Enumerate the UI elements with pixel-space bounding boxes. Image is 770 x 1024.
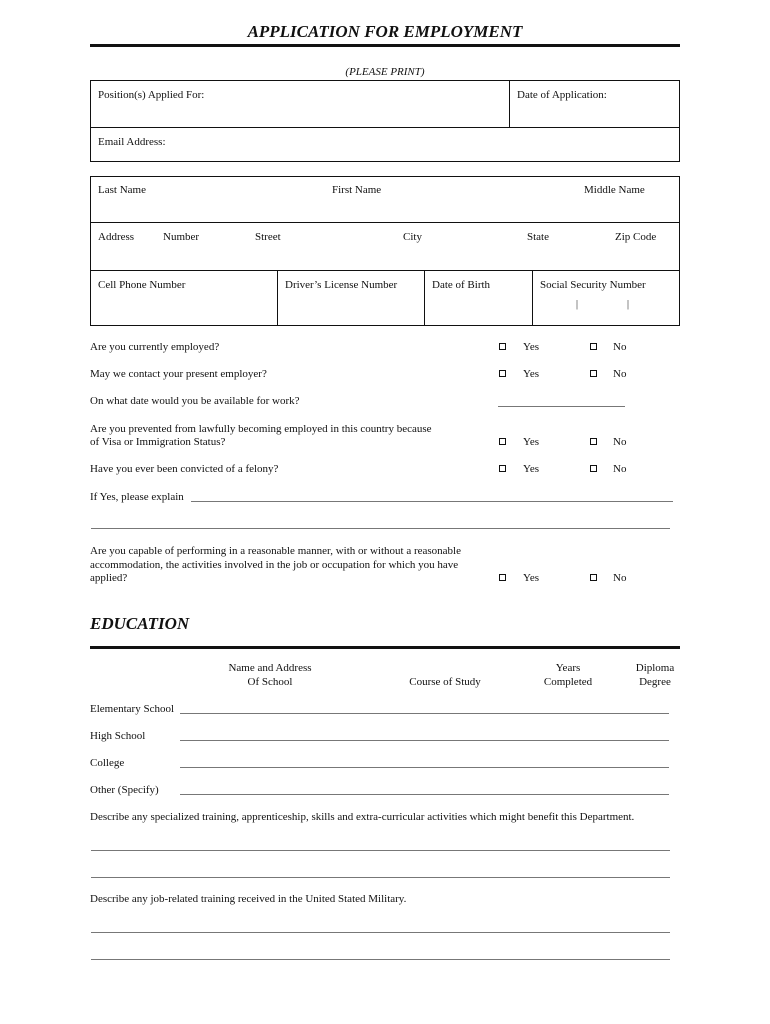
ssn-separator: |	[576, 299, 579, 310]
col-school-name-line2: Of School	[247, 676, 293, 688]
no-label: No	[613, 572, 627, 584]
ssn-field[interactable]	[538, 296, 674, 320]
cell-phone-label: Cell Phone Number	[98, 279, 186, 291]
yes-checkbox[interactable]	[499, 438, 506, 445]
ssn-label: Social Security Number	[540, 279, 646, 291]
col-diploma-line2: Degree	[639, 676, 671, 688]
number-label: Number	[163, 231, 200, 243]
college-field[interactable]	[180, 767, 669, 768]
divider	[90, 270, 680, 271]
elementary-school-field[interactable]	[180, 713, 669, 714]
cell-phone-field[interactable]	[96, 296, 272, 320]
col-course-of-study: Course of Study	[409, 676, 481, 688]
specialized-training-field[interactable]	[91, 850, 670, 851]
drivers-license-label: Driver’s License Number	[285, 279, 398, 291]
question-available-date: On what date would you be available for work?	[90, 395, 300, 407]
other-specify-label: Other (Specify)	[90, 784, 159, 796]
no-label: No	[613, 436, 627, 448]
title-rule	[90, 44, 680, 47]
ssn-separator: |	[627, 299, 630, 310]
no-checkbox[interactable]	[590, 465, 597, 472]
divider	[90, 222, 680, 223]
question-capable-line2: accommodation, the activities involved in the job or occupation for which you have	[90, 559, 459, 571]
question-visa-line1: Are you prevented from lawfully becoming employed in this country because	[90, 423, 432, 435]
col-school-name-line1: Name and Address	[228, 662, 312, 674]
no-checkbox[interactable]	[590, 574, 597, 581]
yes-checkbox[interactable]	[499, 343, 506, 350]
yes-label: Yes	[523, 463, 540, 475]
education-heading: EDUCATION	[90, 614, 190, 633]
col-school-name	[200, 661, 340, 689]
col-years-line1: Years	[555, 662, 581, 674]
col-diploma-degree	[622, 661, 688, 689]
military-training-field[interactable]	[91, 932, 670, 933]
no-label: No	[613, 341, 627, 353]
yes-label: Yes	[523, 436, 540, 448]
no-checkbox[interactable]	[590, 343, 597, 350]
question-contact-employer: May we contact your present employer?	[90, 368, 267, 380]
yes-label: Yes	[523, 572, 540, 584]
divider	[277, 270, 278, 326]
date-of-birth-label: Date of Birth	[432, 279, 491, 291]
page-title: APPLICATION FOR EMPLOYMENT	[247, 22, 523, 41]
address-field[interactable]	[96, 246, 674, 266]
first-name-label: First Name	[332, 184, 382, 196]
elementary-school-label: Elementary School	[90, 703, 175, 715]
question-capable-line1: Are you capable of performing in a reasonable manner, with or without a reasonable	[90, 545, 461, 557]
divider	[424, 270, 425, 326]
divider	[90, 127, 680, 128]
middle-name-label: Middle Name	[584, 184, 645, 196]
specialized-training-field-line2[interactable]	[91, 877, 670, 878]
divider	[532, 270, 533, 326]
yes-checkbox[interactable]	[499, 370, 506, 377]
state-label: State	[527, 231, 549, 243]
high-school-field[interactable]	[180, 740, 669, 741]
col-years-completed	[528, 661, 608, 689]
education-rule	[90, 646, 680, 649]
name-field[interactable]	[96, 198, 674, 218]
question-visa-line2: of Visa or Immigration Status?	[90, 436, 226, 448]
if-yes-explain-label: If Yes, please explain	[90, 491, 184, 503]
high-school-label: High School	[90, 730, 146, 742]
yes-checkbox[interactable]	[499, 574, 506, 581]
date-of-application-field[interactable]	[517, 103, 672, 123]
other-school-field[interactable]	[180, 794, 669, 795]
question-currently-employed: Are you currently employed?	[90, 341, 220, 353]
no-label: No	[613, 368, 627, 380]
drivers-license-field[interactable]	[283, 296, 419, 320]
date-of-birth-field[interactable]	[430, 296, 528, 320]
last-name-label: Last Name	[98, 184, 146, 196]
email-label: Email Address:	[98, 136, 166, 148]
yes-label: Yes	[523, 368, 540, 380]
specialized-training-label: Describe any specialized training, apprenticeship, skills and extra-curricular activities which might benefit this Department.	[90, 811, 635, 823]
college-label: College	[90, 757, 125, 769]
email-field[interactable]	[180, 133, 670, 153]
yes-label: Yes	[523, 341, 540, 353]
positions-field[interactable]	[98, 103, 503, 123]
city-label: City	[403, 231, 422, 243]
question-felony: Have you ever been convicted of a felony?	[90, 463, 279, 475]
col-years-line2: Completed	[543, 676, 593, 688]
zip-code-label: Zip Code	[615, 231, 657, 243]
yes-checkbox[interactable]	[499, 465, 506, 472]
explain-field-line2[interactable]	[91, 528, 670, 529]
positions-label: Position(s) Applied For:	[98, 89, 205, 101]
available-date-field[interactable]	[498, 406, 625, 407]
no-label: No	[613, 463, 627, 475]
col-diploma-line1: Diploma	[635, 662, 675, 674]
date-of-application-label: Date of Application:	[517, 89, 607, 101]
please-print-note: (PLEASE PRINT)	[345, 66, 425, 78]
address-label: Address	[98, 231, 135, 243]
explain-field[interactable]	[191, 501, 673, 502]
question-capable-line3: applied?	[90, 572, 128, 584]
no-checkbox[interactable]	[590, 370, 597, 377]
military-training-field-line2[interactable]	[91, 959, 670, 960]
military-training-label: Describe any job-related training received in the United Stated Military.	[90, 893, 407, 905]
street-label: Street	[255, 231, 281, 243]
divider	[509, 80, 510, 127]
no-checkbox[interactable]	[590, 438, 597, 445]
